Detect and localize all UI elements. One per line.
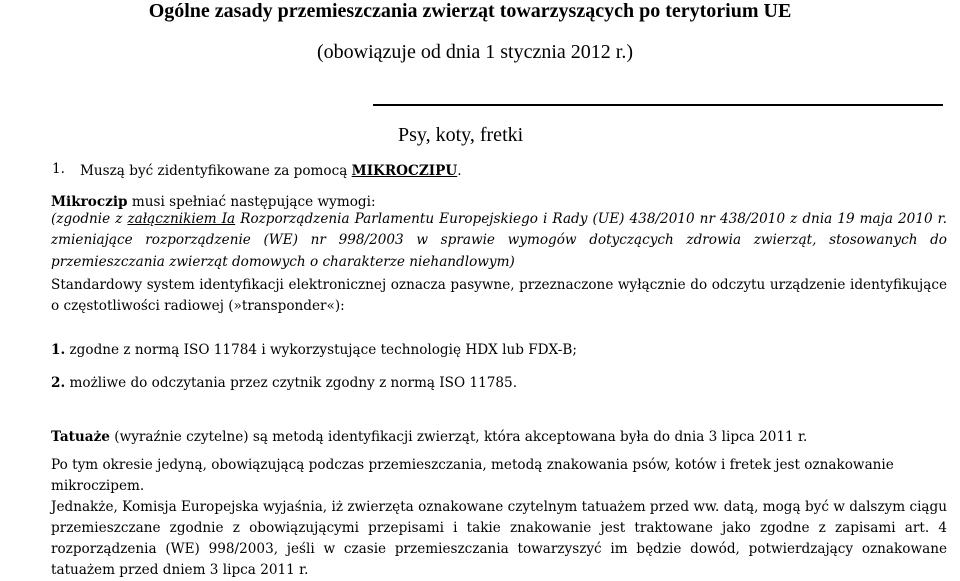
requirement-1-number: 1. [51,342,66,358]
after-period-paragraph: Po tym okresie jedyną, obowiązującą podczas przemieszczania, metodą znakowania psów, kotów i fretek jest oznakowanie mikroczipem. [51,457,894,494]
requirement-2-number: 2. [51,375,66,391]
annex-link[interactable]: załącznikiem Ia [127,211,236,227]
tattoo-strong: Tatuaże [51,429,110,445]
tattoo-text: (wyraźnie czytelne) są metodą identyfikacji zwierząt, która akceptowana była do dnia 3 lipca 2011 r. [109,429,808,445]
microchip-lead-text: musi spełniać następujące wymogi: [127,194,376,210]
requirement-1-text: zgodne z normą ISO 11784 i wykorzystujące technologię HDX lub FDX-B; [65,342,577,358]
document-subtitle: (obowiązuje od dnia 1 stycznia 2012 r.) [316,41,634,63]
requirement-2 [51,373,947,394]
microchip-strong: Mikroczip [51,194,128,210]
item-text: Muszą być zidentyfikowane za pomocą [80,163,352,179]
standard-paragraph: Standardowy system identyfikacji elektronicznej oznacza pasywne, przeznaczone wyłącznie do odczytu urządzenie identyfikujące o częstotliwości radiowej (»transponder«): [51,277,947,314]
item-identification [80,161,580,182]
document-title: Ogólne zasady przemieszczania zwierząt towarzyszących po terytorium UE [148,0,792,22]
regulation-text: Rozporządzenia Parlamentu Europejskiego i Rady (UE) 438/2010 nr 438/2010 z dnia 19 maja 2010 r. zmieniające rozporządzenie (WE) nr 998/2003 w sprawie wymogów dotyczących zdrowia zwierząt, stosowanych do przemieszczania zwierząt domowych o charakterze niehandlowym) [51,211,947,270]
regulation-text-start: (zgodnie z [51,211,128,227]
section-divider [373,104,943,106]
item-text-suffix: . [457,163,462,179]
microchip-term: MIKROCZIPU [351,163,458,179]
requirement-2-text: możliwe do odczytania przez czytnik zgodny z normą ISO 11785. [65,375,518,391]
regulation-reference [51,209,947,273]
commission-paragraph: Jednakże, Komisja Europejska wyjaśnia, iż zwierzęta oznakowane czytelnym tatuażem przed ww. datą, mogą być w dalszym ciągu przemieszczane zgodnie z obowiązującymi przepisami i takie znakowanie jest traktowane jako zgodne z zapisami art. 4 rozporządzenia (WE) 998/2003, jeśli w czasie przemieszczania towarzyszyć im będzie dowód, potwierdzający oznakowane tatuażem przed dniem 3 lipca 2011 r. [51,499,947,578]
item-number: 1. [52,161,65,177]
requirement-1 [51,340,947,361]
section-title: Psy, koty, fretki [398,124,524,146]
tattoo-paragraph [51,427,947,448]
